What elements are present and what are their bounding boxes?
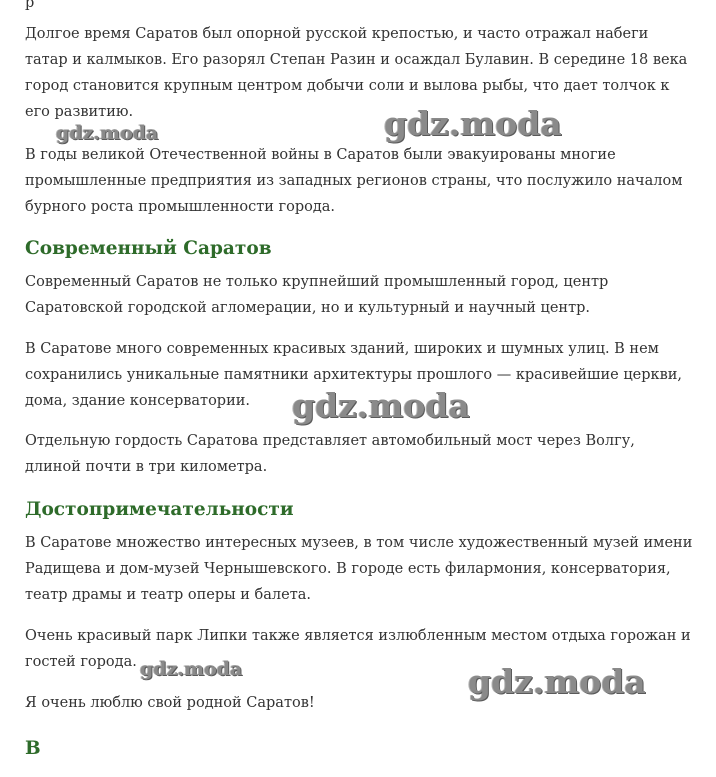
heading-sights: Достопримечательности: [25, 499, 294, 520]
paragraph-modern-3: Отдельную гордость Саратова представляет автомобильный мост через Волгу, длиной почти в три километра.: [25, 433, 635, 475]
heading-modern-saratov: Современный Саратов: [25, 238, 272, 259]
watermark-logo: gdz.moda: [56, 122, 159, 144]
clipped-bottom-heading: В: [25, 738, 41, 759]
paragraph-conclusion: Я очень люблю свой родной Саратов!: [25, 695, 315, 711]
paragraph-sights-1: В Саратове множество интересных музеев, в том числе художественный музей имени Радищева и дом-музей Чернышевского. В городе есть филармония, консерватория, театр драмы и театр оперы и балета.: [25, 535, 693, 603]
paragraph-sights-2: Очень красивый парк Липки также является излюбленным местом отдыха горожан и гостей города.: [25, 628, 691, 670]
paragraph-history-2: В годы великой Отечественной войны в Саратов были эвакуированы многие промышленные предприятия из западных регионов страны, что послужило началом бурного роста промышленности города.: [25, 147, 683, 215]
clipped-top-text: р: [25, 0, 35, 11]
watermark-logo: gdz.moda: [140, 658, 243, 680]
watermark-logo: gdz.moda: [292, 386, 470, 425]
watermark-logo: gdz.moda: [468, 662, 646, 701]
paragraph-modern-1: Современный Саратов не только крупнейший промышленный город, центр Саратовской городской агломерации, но и культурный и научный центр.: [25, 274, 609, 316]
paragraph-history-1: Долгое время Саратов был опорной русской крепостью, и часто отражал набеги татар и калмыков. Его разорял Степан Разин и осаждал Булавин. В середине 18 века город становится крупным центром добычи соли и вылова рыбы, что дает толчок к его развитию.: [25, 26, 688, 120]
paragraph-modern-2: В Саратове много современных красивых зданий, широких и шумных улиц. В нем сохранились уникальные памятники архитектуры прошлого — красивейшие церкви, дома, здание консерватории.: [25, 341, 683, 409]
watermark-logo: gdz.moda: [384, 104, 562, 143]
